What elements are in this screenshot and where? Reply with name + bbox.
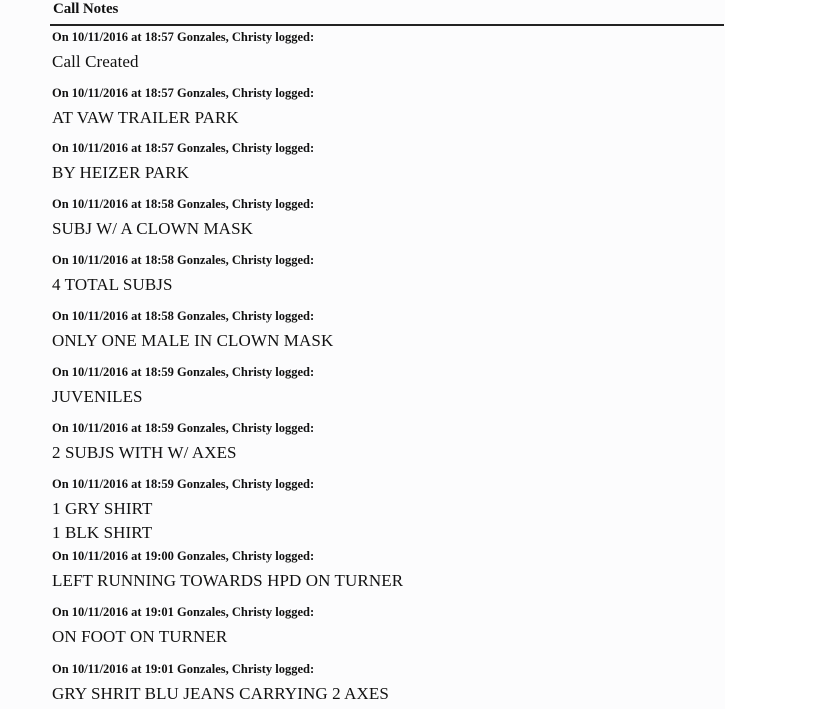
entry-note: AT VAW TRAILER PARK [52,108,239,127]
entry-meta: On 10/11/2016 at 18:57 Gonzales, Christy logged: [52,141,315,155]
entry-meta: On 10/11/2016 at 18:59 Gonzales, Christy logged: [52,365,315,379]
entry-note: 4 TOTAL SUBJS [52,275,173,294]
entry-note: BY HEIZER PARK [52,163,190,182]
entry-note: ONLY ONE MALE IN CLOWN MASK [52,331,334,350]
entry-note: GRY SHRIT BLU JEANS CARRYING 2 AXES [52,684,389,703]
entry-note: Call Created [52,52,139,71]
page-margin [725,0,830,709]
entry-note: SUBJ W/ A CLOWN MASK [52,219,253,238]
entry-note: LEFT RUNNING TOWARDS HPD ON TURNER [52,571,404,590]
section-divider [50,24,724,26]
section-title: Call Notes [53,1,119,17]
entry-meta: On 10/11/2016 at 19:01 Gonzales, Christy logged: [52,605,315,619]
entry-meta: On 10/11/2016 at 18:58 Gonzales, Christy logged: [52,253,315,267]
entry-meta: On 10/11/2016 at 18:58 Gonzales, Christy logged: [52,197,315,211]
entry-meta: On 10/11/2016 at 19:00 Gonzales, Christy logged: [52,549,315,563]
entry-meta: On 10/11/2016 at 18:58 Gonzales, Christy logged: [52,309,315,323]
entry-note: 2 SUBJS WITH W/ AXES [52,443,237,462]
entry-note: 1 GRY SHIRT [52,499,153,518]
entry-note: 1 BLK SHIRT [52,523,153,542]
entry-meta: On 10/11/2016 at 18:57 Gonzales, Christy logged: [52,86,315,100]
entry-meta: On 10/11/2016 at 19:01 Gonzales, Christy logged: [52,662,315,676]
entry-meta: On 10/11/2016 at 18:57 Gonzales, Christy logged: [52,30,315,44]
entry-meta: On 10/11/2016 at 18:59 Gonzales, Christy logged: [52,477,315,491]
entry-note: ON FOOT ON TURNER [52,627,228,646]
entry-note: JUVENILES [52,387,143,406]
entry-meta: On 10/11/2016 at 18:59 Gonzales, Christy logged: [52,421,315,435]
